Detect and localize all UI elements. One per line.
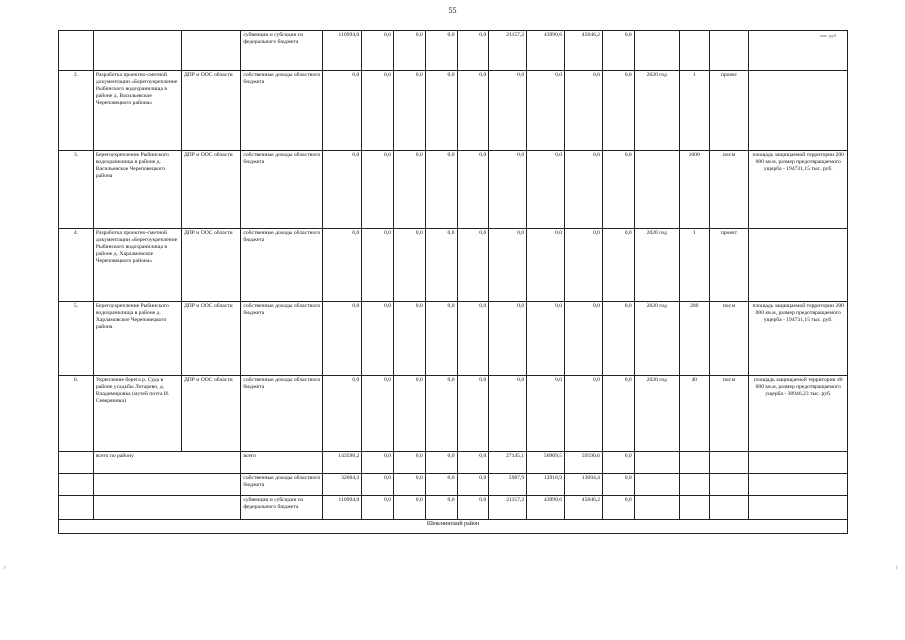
executor: ДПР и ООС области (181, 302, 240, 376)
value-cell: 0,0 (457, 31, 489, 71)
value-cell: 0,0 (457, 474, 489, 496)
table-row (59, 31, 848, 71)
table-row (59, 71, 848, 151)
value-cell: 0,0 (425, 151, 457, 229)
totals-row (59, 496, 848, 520)
quantity-cell: 1000 (679, 151, 709, 229)
unit-cell: проект (709, 229, 749, 302)
value-cell: 0,0 (362, 474, 394, 496)
executor: ДПР и ООС области (181, 71, 240, 151)
value-cell: 0,0 (602, 229, 634, 302)
unit-cell: пог.м (709, 376, 749, 452)
value-cell: 0,0 (565, 71, 603, 151)
value-cell: 12918,9 (527, 474, 565, 496)
value-cell: 0,0 (527, 151, 565, 229)
effect-cell: площадь защищаемой территории 200 000 кв.м, размер предотвращаемого ущерба - 194731,15 тыс. руб. (749, 302, 848, 376)
value-cell: 0,0 (362, 229, 394, 302)
unit-cell: проект (709, 71, 749, 151)
unit-cell: пог.м (709, 302, 749, 376)
value-cell: 0,0 (425, 376, 457, 452)
value-cell: 0,0 (602, 452, 634, 474)
funding-source: собственные доходы областного бюджета (241, 474, 323, 496)
value-cell: 56909,5 (527, 452, 565, 474)
value-cell: 0,0 (323, 151, 362, 229)
year-cell: 2020 год (634, 71, 679, 151)
value-cell: 0,0 (425, 71, 457, 151)
value-cell: 0,0 (394, 474, 426, 496)
value-cell: 0,0 (602, 151, 634, 229)
value-cell: 0,0 (489, 376, 527, 452)
activity-name: Разработка проектно-сметной документации «Берегоукрепление Рыбинского водохранилища в районе д. Харламовское Череповецкого района» (93, 229, 181, 302)
value-cell: 0,0 (362, 376, 394, 452)
value-cell: 59590,6 (565, 452, 603, 474)
value-cell: 32604,2 (323, 474, 362, 496)
value-cell: 0,0 (602, 376, 634, 452)
executor: ДПР и ООС области (181, 151, 240, 229)
year-cell: 2020 год (634, 376, 679, 452)
value-cell: 0,0 (489, 302, 527, 376)
value-cell: 0,0 (527, 229, 565, 302)
year-cell: 2020 год (634, 229, 679, 302)
funding-source: собственные доходы областного бюджета (241, 376, 323, 452)
value-cell: 21157,2 (489, 496, 527, 520)
value-cell: 0,0 (425, 496, 457, 520)
value-cell: 0,0 (362, 71, 394, 151)
activity-name: Укрепление берега р. Суда в районе усадьбы Лотарево, д. Владимировка (музей поэта И. Северянина) (93, 376, 181, 452)
effect-cell: площадь защищаемой территории 40 000 кв.м, размер предотвращаемого ущерба - 38946,23 тыс. руб. (749, 376, 848, 452)
value-cell: 0,0 (425, 229, 457, 302)
value-cell: 0,0 (362, 496, 394, 520)
table-row (59, 229, 848, 302)
value-cell: 0,0 (425, 302, 457, 376)
value-cell: 0,0 (457, 71, 489, 151)
value-cell: 0,0 (394, 31, 426, 71)
quantity-cell: 40 (679, 376, 709, 452)
value-cell: 5987,9 (489, 474, 527, 496)
row-number: 3. (59, 151, 94, 229)
funding-source: всего (241, 452, 323, 474)
value-cell: 0,0 (457, 229, 489, 302)
value-cell: 0,0 (457, 496, 489, 520)
value-cell: 0,0 (323, 229, 362, 302)
value-cell: 0,0 (394, 151, 426, 229)
value-cell: 45846,2 (565, 31, 603, 71)
value-cell: 0,0 (362, 31, 394, 71)
value-cell: 21157,2 (489, 31, 527, 71)
quantity-cell: 1 (679, 71, 709, 151)
value-cell: 0,0 (362, 151, 394, 229)
quantity-cell: 1 (679, 229, 709, 302)
effect-cell: площадь защищаемой территории 200 000 кв.м, размер предотвращаемого ущерба - 194731,15 тыс. руб. (749, 151, 848, 229)
value-cell: 0,0 (394, 229, 426, 302)
value-cell: 0,0 (527, 376, 565, 452)
value-cell: 0,0 (323, 376, 362, 452)
value-cell: 43990,6 (527, 31, 565, 71)
value-cell: 13694,4 (565, 474, 603, 496)
value-cell: 0,0 (565, 151, 603, 229)
value-cell: 0,0 (394, 452, 426, 474)
effect-cell (749, 229, 848, 302)
activity-name: Берегоукрепление Рыбинского водохранилища в районе д. Васильевское Череповецкого района (93, 151, 181, 229)
value-cell: 0,0 (362, 302, 394, 376)
totals-row (59, 452, 848, 474)
activity-name: Берегоукрепление Рыбинского водохранилища в районе д. Харламовское Череповецкого района (93, 302, 181, 376)
value-cell: 0,0 (323, 302, 362, 376)
totals-row (59, 474, 848, 496)
value-cell: 0,0 (489, 229, 527, 302)
value-cell: 0,0 (457, 302, 489, 376)
funding-source: собственные доходы областного бюджета (241, 151, 323, 229)
value-cell: 0,0 (394, 302, 426, 376)
value-cell: 0,0 (457, 376, 489, 452)
row-number: 2. (59, 71, 94, 151)
value-cell: 0,0 (394, 71, 426, 151)
value-cell: 0,0 (602, 71, 634, 151)
executor: ДПР и ООС области (181, 376, 240, 452)
funding-source: собственные доходы областного бюджета (241, 71, 323, 151)
value-cell: 110994,0 (323, 496, 362, 520)
value-cell: 0,0 (527, 71, 565, 151)
value-cell: 0,0 (527, 302, 565, 376)
value-cell: 0,0 (602, 474, 634, 496)
value-cell: 0,0 (394, 496, 426, 520)
value-cell: 43990,6 (527, 496, 565, 520)
value-cell: 0,0 (489, 71, 527, 151)
table-row (59, 151, 848, 229)
table-row (59, 302, 848, 376)
activity-name: Разработка проектно-сметной документации «Берегоукрепление Рыбинского водохранилища в районе д. Васильевское Череповецкого района» (93, 71, 181, 151)
value-cell: 0,0 (457, 452, 489, 474)
value-cell: 27145,1 (489, 452, 527, 474)
value-cell: 0,0 (425, 452, 457, 474)
value-cell: 0,0 (394, 376, 426, 452)
budget-table (58, 30, 848, 534)
year-cell: 2020 год (634, 302, 679, 376)
year-cell (634, 151, 679, 229)
value-cell: 0,0 (602, 31, 634, 71)
value-cell: 45846,2 (565, 496, 603, 520)
value-cell: 0,0 (602, 302, 634, 376)
value-cell: 0,0 (425, 474, 457, 496)
table-row (59, 376, 848, 452)
value-cell: 143598,2 (323, 452, 362, 474)
value-cell: 0,0 (602, 496, 634, 520)
left-edge-mark: г (4, 566, 7, 571)
funding-source: субвенции и субсидии из федерального бюджета (241, 496, 323, 520)
row-number: 6. (59, 376, 94, 452)
value-cell: 0,0 (565, 229, 603, 302)
value-cell: 0,0 (425, 31, 457, 71)
quantity-cell: 200 (679, 302, 709, 376)
page-number: 55 (448, 6, 457, 15)
section-title: Шекснинский район (59, 520, 848, 534)
row-number: 4. (59, 229, 94, 302)
unit-cell: пог.м (709, 151, 749, 229)
totals-label: всего по району (93, 452, 241, 474)
funding-source: собственные доходы областного бюджета (241, 302, 323, 376)
executor: ДПР и ООС области (181, 229, 240, 302)
right-edge-mark: г (896, 566, 899, 571)
funding-source: собственные доходы областного бюджета (241, 229, 323, 302)
effect-cell (749, 71, 848, 151)
value-cell: 0,0 (323, 71, 362, 151)
value-cell: 0,0 (362, 452, 394, 474)
value-cell: 0,0 (457, 151, 489, 229)
funding-source: субвенции и субсидии из федерального бюджета (241, 31, 323, 71)
value-cell: 0,0 (489, 151, 527, 229)
section-row (59, 520, 848, 534)
row-number: 5. (59, 302, 94, 376)
value-cell: 0,0 (565, 302, 603, 376)
corner-note: тыс. руб. (820, 33, 838, 38)
value-cell: 0,0 (565, 376, 603, 452)
value-cell: 110994,0 (323, 31, 362, 71)
